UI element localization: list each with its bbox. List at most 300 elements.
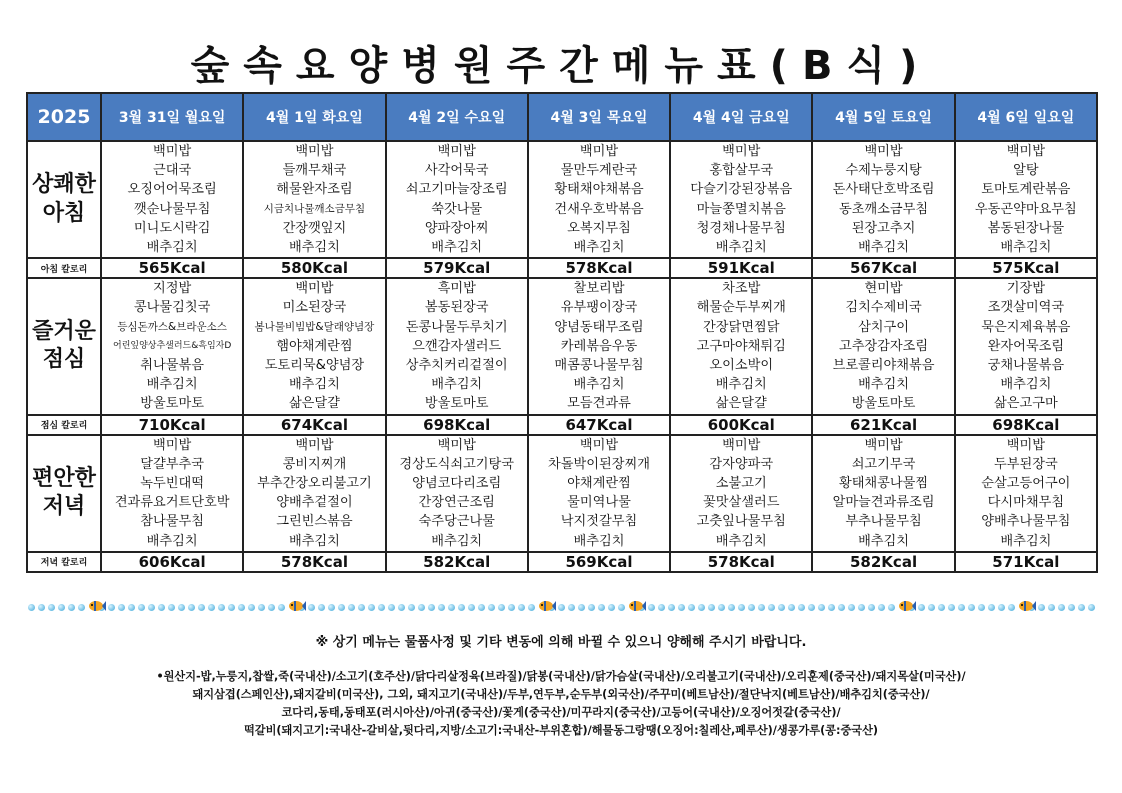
menu-item: 지정밥: [153, 281, 192, 297]
bubble-dot: [928, 604, 935, 611]
menu-item: 완자어묵조림: [987, 338, 1065, 354]
bubble-dot: [528, 604, 535, 611]
menu-item: 백미밥: [295, 281, 334, 297]
bubble-dot: [558, 604, 565, 611]
menu-item: 오이소박이: [709, 358, 774, 374]
menu-item: 양배추겉절이: [276, 495, 353, 511]
bubble-dot: [868, 604, 875, 611]
day-menu-cell: [528, 141, 670, 258]
menu-item: 양배추나물무침: [981, 514, 1071, 530]
bubble-dot: [578, 604, 585, 611]
menu-item: 배추김치: [1000, 533, 1052, 549]
menu-item: 토마토계란볶음: [981, 182, 1071, 198]
calorie-value: 578Kcal: [670, 552, 812, 572]
menu-item: 녹두빈대떡: [140, 476, 204, 492]
bubble-dot: [368, 604, 375, 611]
menu-item: 배추김치: [431, 240, 483, 256]
menu-item: 꽃맛살샐러드: [703, 495, 780, 511]
bubble-dot: [1008, 604, 1015, 611]
fish-icon: [88, 599, 106, 613]
day-menu-cell: [812, 278, 954, 414]
menu-item: 찰보리밥: [573, 281, 625, 297]
menu-item: 황태채콩나물찜: [838, 476, 929, 492]
menu-item: 김치수제비국: [845, 300, 922, 316]
menu-item: 모듬견과류: [567, 396, 631, 412]
meal-label-line: 즐거운: [32, 318, 96, 344]
menu-item: 고춧잎나물무침: [696, 514, 786, 530]
calorie-value: 578Kcal: [528, 258, 670, 278]
bubble-dot: [468, 604, 475, 611]
bubble-dot: [878, 604, 885, 611]
bubble-dot: [78, 604, 85, 611]
bubble-dot: [1068, 604, 1075, 611]
menu-item: 오징어어묵조림: [127, 182, 217, 198]
menu-item: 배추김치: [573, 240, 625, 256]
menu-item: 카레볶음우동: [560, 338, 638, 354]
bubble-dot: [618, 604, 625, 611]
bubble-dot: [68, 604, 75, 611]
calorie-value: 569Kcal: [528, 552, 670, 572]
menu-item: 건새우호박볶음: [554, 201, 644, 217]
menu-item: 고추장감자조림: [838, 338, 929, 354]
bubble-dot: [698, 604, 705, 611]
menu-item: 부추나물무침: [845, 514, 922, 530]
menu-item: 쇠고기무국: [851, 456, 916, 472]
calorie-value: 582Kcal: [386, 552, 528, 572]
menu-item: 배추김치: [431, 533, 483, 549]
bubble-dot: [448, 604, 455, 611]
menu-item: 동초깨소금무침: [838, 201, 929, 217]
menu-item: 알마늘견과류조림: [832, 495, 935, 511]
notice-text: ※ 상기 메뉴는 물품사정 및 기타 변동에 의해 바뀔 수 있으니 양해해 주시기 바랍니다.: [315, 635, 807, 650]
menu-item: 그린빈스볶음: [276, 514, 353, 530]
calorie-label: 저녁 칼로리: [27, 552, 101, 572]
bubble-dot: [798, 604, 805, 611]
bubble-dot: [128, 604, 135, 611]
bubble-dot: [58, 604, 65, 611]
menu-item: 백미밥: [864, 437, 903, 453]
menu-item: 백미밥: [153, 437, 192, 453]
bubble-dot: [668, 604, 675, 611]
menu-item: 배추김치: [858, 240, 910, 256]
day-menu-cell: [101, 141, 243, 258]
menu-item: 햄야채계란찜: [276, 338, 353, 354]
calorie-value: 600Kcal: [670, 415, 812, 435]
bubble-dot: [1088, 604, 1095, 611]
menu-item: 취나물볶음: [140, 358, 204, 374]
menu-item: 백미밥: [579, 144, 619, 159]
menu-item: 백미밥: [1006, 437, 1045, 453]
menu-item: 백미밥: [153, 144, 192, 159]
bubble-dot: [598, 604, 605, 611]
menu-item: 참나물무침: [140, 514, 204, 530]
menu-item: 백미밥: [295, 437, 334, 453]
calorie-value: 579Kcal: [386, 258, 528, 278]
bubble-dot: [588, 604, 595, 611]
day-menu-cell: [812, 141, 954, 258]
menu-item: 배추김치: [146, 377, 198, 393]
menu-item: 차조밥: [722, 281, 761, 297]
menu-item: 양념코다리조림: [412, 476, 502, 492]
menu-item: 매콤콩나물무침: [554, 358, 644, 374]
day-menu-cell: [955, 141, 1097, 258]
fish-icon: [1018, 599, 1036, 613]
calorie-label: 아침 칼로리: [27, 258, 101, 278]
calorie-value: 710Kcal: [101, 415, 243, 435]
calorie-value: 647Kcal: [528, 415, 670, 435]
calorie-value: 580Kcal: [243, 258, 385, 278]
bubble-dot: [818, 604, 825, 611]
origin-line: 떡갈비(돼지고기:국내산-갈비살,뒷다리,지방/소고기:국내산-부위혼합)/해물동그랑땡(오징어:칠레산,페루산)/생콩가루(콩:중국산): [243, 724, 879, 737]
menu-item: 배추김치: [715, 533, 767, 549]
menu-item: 청경채나물무침: [696, 220, 786, 236]
menu-item: 삶은달걀: [288, 396, 340, 412]
menu-item: 간장연근조림: [418, 495, 495, 511]
bubble-dot: [498, 604, 505, 611]
menu-item: 묵은지제육볶음: [981, 319, 1071, 335]
bubble-dot: [28, 604, 35, 611]
meal-label-line: 저녁: [42, 494, 86, 520]
menu-item: 상추치커리겉절이: [405, 358, 508, 374]
bubble-dot: [438, 604, 445, 611]
bubble-dot: [918, 604, 925, 611]
menu-item: 배추김치: [1000, 377, 1052, 393]
menu-item: 돈사태단호박조림: [832, 182, 935, 198]
menu-item: 유부팽이장국: [560, 300, 638, 316]
menu-item: 양파장아찌: [424, 220, 489, 236]
bubble-dot: [778, 604, 785, 611]
calorie-label: 점심 칼로리: [27, 415, 101, 435]
lunch-calorie-row: [27, 415, 1097, 435]
day-header: 4월 4일 금요일: [670, 93, 812, 141]
origin-line: •원산지-밥,누룽지,찹쌀,죽(국내산)/소고기(호주산)/닭다리살정육(브라질)/닭봉(국내산)/닭가슴살(국내산)/오리불고기(국내산)/오리훈제(중국산)/돼지목살(미국산)/: [156, 670, 966, 683]
day-menu-cell: [955, 435, 1097, 552]
bubble-dot: [408, 604, 415, 611]
menu-item: 배추김치: [858, 377, 910, 393]
menu-item: 부추간장오리불고기: [257, 476, 372, 492]
menu-item: 미니도시락김: [133, 220, 211, 236]
bubble-dot: [38, 604, 45, 611]
bubble-dot: [508, 604, 515, 611]
day-header: 3월 31일 월요일: [101, 93, 243, 141]
bubble-dot: [1058, 604, 1065, 611]
menu-item: 야채계란찜: [567, 476, 631, 492]
menu-item: 감자양파국: [709, 456, 774, 472]
menu-item: 백미밥: [722, 144, 761, 159]
bubble-dot: [428, 604, 435, 611]
menu-item: 삼치구이: [858, 319, 910, 335]
day-menu-cell: [243, 141, 385, 258]
menu-item: 배추김치: [288, 377, 340, 393]
menu-item: 해물완자조림: [276, 182, 353, 198]
dinner-menu-row: [27, 435, 1097, 552]
bubble-dot: [108, 604, 115, 611]
menu-item: 배추김치: [1000, 240, 1052, 256]
menu-item: 봄동된장나물: [987, 220, 1065, 236]
bubble-dot: [518, 604, 525, 611]
calorie-value: 571Kcal: [955, 552, 1097, 572]
menu-item: 삶은고구마: [993, 396, 1058, 412]
origin-info: [40, 668, 1082, 740]
bubble-dot: [568, 604, 575, 611]
menu-item: 백미밥: [437, 437, 476, 453]
menu-item: 도토리묵&양념장: [264, 358, 365, 374]
menu-item: 배추김치: [573, 377, 625, 393]
menu-item: 근대국: [153, 163, 192, 179]
breakfast-label: [27, 141, 101, 258]
fish-icon: [628, 599, 646, 613]
menu-item: 물미역나물: [567, 495, 631, 511]
menu-item: 경상도식쇠고기탕국: [399, 456, 515, 472]
day-menu-cell: [955, 278, 1097, 414]
bubble-dot: [118, 604, 125, 611]
menu-item: 쑥갓나물: [431, 201, 483, 217]
menu-item: 견과류요거트단호박: [114, 495, 230, 511]
menu-item: 배추김치: [858, 533, 910, 549]
menu-item: 고구마야채튀김: [696, 338, 786, 354]
bubble-dot: [378, 604, 385, 611]
bubble-dot: [148, 604, 155, 611]
menu-item: 콩비지찌개: [282, 456, 347, 472]
bubble-dot: [268, 604, 275, 611]
bubble-dot: [888, 604, 895, 611]
calorie-value: 674Kcal: [243, 415, 385, 435]
bubble-dot: [708, 604, 715, 611]
bubble-dot: [188, 604, 195, 611]
bubble-dot: [658, 604, 665, 611]
day-menu-cell: [670, 435, 812, 552]
menu-item: 봄동된장국: [424, 300, 489, 316]
bubble-dot: [958, 604, 965, 611]
bubble-dot: [418, 604, 425, 611]
weekly-menu-table: [26, 92, 1098, 573]
menu-item: 백미밥: [864, 144, 903, 159]
header-row: [27, 93, 1097, 141]
day-header: 4월 5일 토요일: [812, 93, 954, 141]
menu-item: 다슬기강된장볶음: [690, 182, 793, 198]
menu-item: 두부된장국: [993, 456, 1058, 472]
bubble-dot: [208, 604, 215, 611]
breakfast-calorie-row: [27, 258, 1097, 278]
meal-label-line: 아침: [42, 200, 86, 226]
menu-item: 방울토마토: [851, 396, 916, 412]
menu-item: 백미밥: [722, 437, 761, 453]
menu-item: 간장닭면찜닭: [703, 319, 780, 335]
bubble-dot: [478, 604, 485, 611]
calorie-value: 578Kcal: [243, 552, 385, 572]
calorie-value: 698Kcal: [386, 415, 528, 435]
day-header: 4월 1일 화요일: [243, 93, 385, 141]
day-header: 4월 6일 일요일: [955, 93, 1097, 141]
menu-item: 어린잎양상추샐러드&흑임자D: [113, 340, 232, 351]
day-menu-cell: [243, 278, 385, 414]
day-header: 4월 3일 목요일: [528, 93, 670, 141]
menu-item: 황태채야채볶음: [554, 182, 644, 198]
calorie-value: 567Kcal: [812, 258, 954, 278]
menu-item: 오복지무침: [567, 220, 631, 236]
bubble-dot: [608, 604, 615, 611]
day-menu-cell: [670, 278, 812, 414]
bubble-dot: [248, 604, 255, 611]
menu-item: 콩나물김칫국: [133, 300, 211, 316]
menu-item: 배추김치: [288, 533, 340, 549]
dinner-label: [27, 435, 101, 552]
menu-item: 조갯살미역국: [987, 300, 1065, 316]
bubble-dot: [848, 604, 855, 611]
origin-line: 코다리,동태,동태포(러시아산)/아귀(중국산)/꽃게(중국산)/미꾸라지(중국산)/고등어(국내산)/오징어젓갈(중국산)/: [281, 706, 841, 719]
menu-item: 돈콩나물두루치기: [405, 319, 508, 335]
lunch-menu-row: [27, 278, 1097, 414]
bubble-dot: [648, 604, 655, 611]
bubble-dot: [348, 604, 355, 611]
bubble-dot: [258, 604, 265, 611]
day-menu-cell: [101, 435, 243, 552]
dinner-calorie-row: [27, 552, 1097, 572]
menu-item: 해물순두부찌개: [696, 300, 786, 316]
bubble-dot: [398, 604, 405, 611]
menu-item: 소불고기: [715, 476, 767, 492]
menu-item: 궁채나물볶음: [987, 358, 1065, 374]
breakfast-menu-row: [27, 141, 1097, 258]
menu-item: 알탕: [1013, 163, 1039, 179]
menu-item: 백미밥: [579, 437, 619, 453]
menu-item: 쇠고기마늘장조림: [405, 182, 508, 198]
menu-item: 차돌박이된장찌개: [548, 456, 650, 472]
meal-label-line: 점심: [42, 347, 86, 373]
menu-item: 깻순나물무침: [133, 201, 211, 217]
lunch-label: [27, 278, 101, 414]
day-menu-cell: [243, 435, 385, 552]
calorie-value: 591Kcal: [670, 258, 812, 278]
fish-icon: [898, 599, 916, 613]
decorative-bubble-border: [26, 597, 1098, 617]
menu-item: 기장밥: [1006, 281, 1045, 297]
meal-label-line: 상쾌한: [32, 172, 96, 198]
day-menu-cell: [386, 278, 528, 414]
menu-item: 달걀부추국: [140, 456, 204, 472]
bubble-dot: [728, 604, 735, 611]
bubble-dot: [828, 604, 835, 611]
bubble-dot: [338, 604, 345, 611]
bubble-dot: [388, 604, 395, 611]
menu-item: 낙지젓갈무침: [560, 514, 638, 530]
bubble-dot: [808, 604, 815, 611]
menu-item: 백미밥: [1006, 144, 1045, 159]
menu-item: 된장고추지: [851, 220, 916, 236]
bubble-dot: [938, 604, 945, 611]
day-header: 4월 2일 수요일: [386, 93, 528, 141]
page-title: 숲속요양병원주간메뉴표(B식): [190, 43, 932, 89]
day-menu-cell: [528, 435, 670, 552]
menu-item: 방울토마토: [424, 396, 489, 412]
calorie-value: 606Kcal: [101, 552, 243, 572]
bubble-dot: [168, 604, 175, 611]
bubble-dot: [788, 604, 795, 611]
menu-item: 봄나물비빔밥&달래양념장: [254, 320, 375, 333]
bubble-dot: [318, 604, 325, 611]
menu-item: 배추김치: [146, 533, 198, 549]
day-menu-cell: [528, 278, 670, 414]
calorie-value: 698Kcal: [955, 415, 1097, 435]
menu-item: 홍합살무국: [709, 163, 774, 179]
menu-item: 사각어묵국: [424, 163, 489, 179]
origin-line: 돼지삼겹(스페인산),돼지갈비(미국산), 그외, 돼지고기(국내산)/두부,연두부,순두부(외국산)/주꾸미(베트남산)/절단낙지(베트남산)/배추김치(중국산)/: [192, 688, 930, 701]
meal-label-line: 편안한: [32, 465, 96, 491]
calorie-value: 575Kcal: [955, 258, 1097, 278]
menu-item: 배추김치: [146, 240, 198, 256]
menu-item: 현미밥: [864, 281, 903, 297]
year-cell: 2025: [27, 93, 101, 141]
calorie-value: 582Kcal: [812, 552, 954, 572]
menu-item: 배추김치: [431, 377, 483, 393]
bubble-dot: [858, 604, 865, 611]
menu-item: 마늘쫑멸치볶음: [696, 201, 786, 217]
bubble-dot: [768, 604, 775, 611]
bubble-dot: [1048, 604, 1055, 611]
day-menu-cell: [386, 435, 528, 552]
menu-item: 흑미밥: [437, 281, 476, 297]
menu-item: 시금치나물깨소금무침: [263, 202, 366, 215]
menu-item: 등심돈까스&브라운소스: [117, 320, 227, 333]
bubble-dot: [688, 604, 695, 611]
menu-item: 브로콜리야채볶음: [832, 358, 935, 374]
bubble-dot: [358, 604, 365, 611]
bubble-dot: [948, 604, 955, 611]
bubble-dot: [748, 604, 755, 611]
menu-item: 백미밥: [437, 144, 476, 159]
bubble-dot: [998, 604, 1005, 611]
bubble-dot: [988, 604, 995, 611]
bubble-dot: [178, 604, 185, 611]
bubble-dot: [488, 604, 495, 611]
menu-item: 백미밥: [295, 144, 334, 159]
menu-item: 순살고등어구이: [981, 476, 1071, 492]
day-menu-cell: [386, 141, 528, 258]
bubble-dot: [308, 604, 315, 611]
day-menu-cell: [812, 435, 954, 552]
bubble-dot: [228, 604, 235, 611]
bubble-dot: [718, 604, 725, 611]
menu-item: 들깨무채국: [282, 163, 347, 179]
bubble-dot: [218, 604, 225, 611]
bubble-dot: [198, 604, 205, 611]
menu-item: 숙주당근나물: [418, 514, 495, 530]
bubble-dot: [678, 604, 685, 611]
fish-icon: [288, 599, 306, 613]
menu-item: 으깬감자샐러드: [412, 338, 502, 354]
calorie-value: 565Kcal: [101, 258, 243, 278]
menu-item: 물만두계란국: [560, 163, 638, 179]
bubble-dot: [238, 604, 245, 611]
menu-item: 양념동태무조림: [554, 319, 644, 335]
bubble-dot: [1078, 604, 1085, 611]
menu-item: 다시마채무침: [987, 495, 1065, 511]
day-menu-cell: [670, 141, 812, 258]
bubble-dot: [328, 604, 335, 611]
menu-item: 방울토마토: [140, 396, 204, 412]
fish-icon: [538, 599, 556, 613]
bubble-dot: [758, 604, 765, 611]
menu-item: 우동곤약마요무침: [974, 201, 1077, 217]
menu-item: 삶은달걀: [715, 396, 767, 412]
bubble-dot: [138, 604, 145, 611]
day-menu-cell: [101, 278, 243, 414]
calorie-value: 621Kcal: [812, 415, 954, 435]
bubble-dot: [738, 604, 745, 611]
menu-item: 수제누룽지탕: [845, 163, 922, 179]
menu-item: 배추김치: [288, 240, 340, 256]
bubble-dot: [458, 604, 465, 611]
